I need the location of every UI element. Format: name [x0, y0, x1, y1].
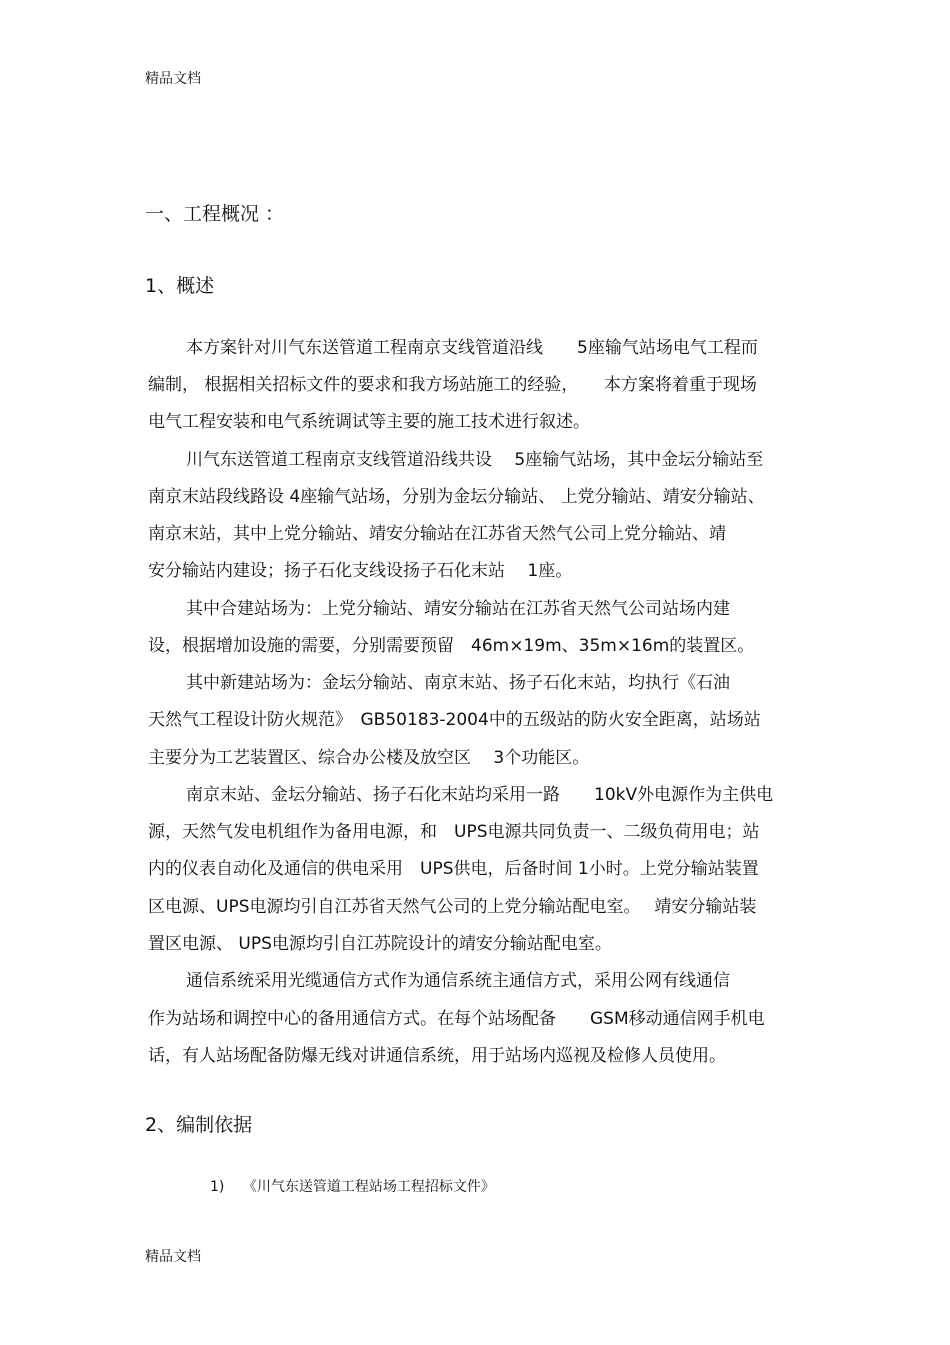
paragraph-line: 内的仪表自动化及通信的供电采用 UPS供电，后备时间 1小时。上党分输站装置 [148, 859, 759, 879]
paragraph-line: 区电源、UPS电源均引自江苏省天然气公司的上党分输站配电室。 靖安分输站装 [148, 897, 757, 917]
paragraph-line: 话，有人站场配备防爆无线对讲通信系统，用于站场内巡视及检修人员使用。 [148, 1046, 726, 1066]
paragraph-line: 安分输站内建设；扬子石化支线设扬子石化末站 1座。 [148, 561, 573, 581]
subsection-title-overview: 1、概述 [145, 275, 215, 297]
paragraph-line: 编制， 根据相关招标文件的要求和我方场站施工的经验， 本方案将着重于现场 [148, 375, 757, 395]
paragraph-line: 其中新建站场为：金坛分输站、南京末站、扬子石化末站，均执行《石油 [186, 673, 730, 693]
page-header-mark: 精品文档 [145, 71, 201, 87]
reference-item: 1) 《川气东送管道工程站场工程招标文件》 [210, 1179, 495, 1195]
paragraph-line: 南京末站、金坛分输站、扬子石化末站均采用一路 10kV外电源作为主供电 [186, 785, 774, 805]
paragraph-line: 南京末站，其中上党分输站、靖安分输站在江苏省天然气公司上党分输站、靖 [148, 524, 726, 544]
subsection-title-basis: 2、编制依据 [145, 1114, 253, 1136]
paragraph-line: 南京末站段线路设 4座输气站场，分别为金坛分输站、 上党分输站、靖安分输站、 [148, 487, 765, 507]
paragraph-line: 设，根据增加设施的需要，分别需要预留 46m×19m、35m×16m的装置区。 [148, 636, 755, 656]
paragraph-line: 本方案针对川气东送管道工程南京支线管道沿线 5座输气站场电气工程而 [186, 338, 758, 358]
section-title: 一、工程概况 ： [145, 203, 285, 225]
paragraph-line: 川气东送管道工程南京支线管道沿线共设 5座输气站场，其中金坛分输站至 [186, 450, 764, 470]
page-footer-mark: 精品文档 [145, 1249, 201, 1265]
paragraph-line: 源，天然气发电机组作为备用电源，和 UPS电源共同负责一、二级负荷用电；站 [148, 822, 760, 842]
paragraph-line: 作为站场和调控中心的备用通信方式。在每个站场配备 GSM移动通信网手机电 [148, 1009, 765, 1029]
paragraph-line: 主要分为工艺装置区、综合办公楼及放空区 3个功能区。 [148, 748, 590, 768]
paragraph-line: 置区电源、 UPS电源均引自江苏院设计的靖安分输站配电室。 [148, 934, 612, 954]
paragraph-line: 其中合建站场为：上党分输站、靖安分输站在江苏省天然气公司站场内建 [186, 599, 730, 619]
paragraph-line: 电气工程安装和电气系统调试等主要的施工技术进行叙述。 [148, 412, 590, 432]
paragraph-line: 通信系统采用光缆通信方式作为通信系统主通信方式，采用公网有线通信 [186, 971, 730, 991]
paragraph-line: 天然气工程设计防火规范》 GB50183-2004中的五级站的防火安全距离，站场站 [148, 710, 761, 730]
